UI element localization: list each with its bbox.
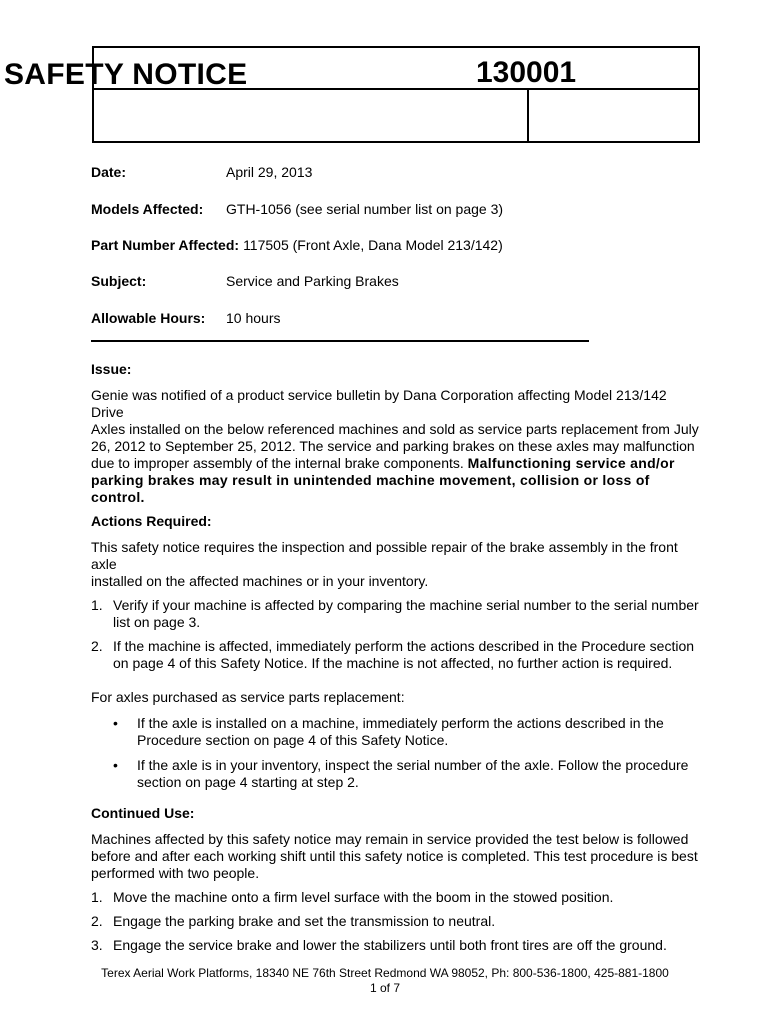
actions-intro-line: This safety notice requires the inspection and possible repair of the brake assembly in the front axle (91, 539, 678, 572)
issue-line-text: due to improper assembly of the internal brake components. (91, 455, 464, 471)
warning-text: Malfunctioning service and/or (467, 455, 675, 471)
part-value: 117505 (Front Axle, Dana Model 213/142) (243, 237, 503, 253)
hours-value: 10 hours (226, 310, 281, 326)
list-item (91, 757, 703, 791)
bullet-mark: • (113, 757, 118, 773)
step-line: on page 4 of this Safety Notice. If the machine is not affected, no further action is required. (113, 655, 673, 671)
step-number: 3. (91, 937, 103, 953)
page-footer (0, 966, 770, 996)
bullet-line: If the axle is installed on a machine, immediately perform the actions described in the (137, 715, 664, 731)
step-line: Move the machine onto a firm level surface with the boom in the stowed position. (113, 889, 614, 905)
issue-line: Genie was notified of a product service bulletin by Dana Corporation affecting Model 213/142 Drive (91, 387, 667, 420)
step-line: Engage the service brake and lower the stabilizers until both front tires are off the ground. (113, 937, 667, 953)
notice-number: 130001 (476, 56, 577, 89)
bullet-line: If the axle is in your inventory, inspect the serial number of the axle. Follow the procedure (137, 757, 689, 773)
continued-steps (91, 889, 703, 954)
continued-heading: Continued Use: (91, 805, 195, 821)
issue-heading: Issue: (91, 361, 132, 377)
warning-line: control. (91, 489, 145, 505)
subject-label: Subject: (91, 273, 147, 289)
meta-part (91, 236, 503, 254)
meta-subject (91, 272, 399, 290)
continued-section (91, 805, 703, 961)
date-value: April 29, 2013 (226, 164, 313, 180)
bullet-mark: • (113, 715, 118, 731)
models-value: GTH-1056 (see serial number list on page 3) (226, 201, 504, 217)
list-item (91, 913, 703, 930)
meta-models (91, 200, 503, 218)
actions-section (91, 513, 703, 799)
actions-intro-line: installed on the affected machines or in your inventory. (91, 573, 429, 589)
divider-rule (91, 340, 589, 342)
continued-intro-line: performed with two people. (91, 865, 260, 881)
step-line: list on page 3. (113, 614, 201, 630)
step-line: If the machine is affected, immediately perform the actions described in the Procedure section (113, 638, 695, 654)
subject-value: Service and Parking Brakes (226, 273, 399, 289)
header-divider (527, 88, 529, 141)
issue-line (91, 455, 703, 472)
step-line: Engage the parking brake and set the transmission to neutral. (113, 913, 496, 929)
step-number: 2. (91, 638, 103, 654)
page-number: 1 of 7 (369, 981, 401, 995)
page-title: SAFETY NOTICE (4, 58, 248, 91)
continued-intro-line: before and after each working shift until this safety notice is completed. This test procedure is best (91, 848, 698, 864)
list-item (91, 889, 703, 906)
bullet-line: Procedure section on page 4 of this Safety Notice. (137, 732, 449, 748)
footer-address: Terex Aerial Work Platforms, 18340 NE 76th Street Redmond WA 98052, Ph: 800-536-1800, 425-881-1800 (101, 966, 669, 980)
spare-bullets (91, 715, 703, 791)
issue-section (91, 361, 703, 506)
bullet-line: section on page 4 starting at step 2. (137, 774, 359, 790)
step-number: 1. (91, 889, 103, 905)
issue-line: Axles installed on the below referenced machines and sold as service parts replacement from July (91, 421, 699, 437)
list-item (91, 597, 703, 631)
part-label: Part Number Affected: (91, 237, 240, 253)
hours-label: Allowable Hours: (91, 310, 206, 326)
actions-steps (91, 597, 703, 672)
step-line: Verify if your machine is affected by comparing the machine serial number to the serial number (113, 597, 699, 613)
step-number: 2. (91, 913, 103, 929)
actions-heading: Actions Required: (91, 513, 212, 529)
list-item (91, 715, 703, 749)
issue-line: 26, 2012 to September 25, 2012. The service and parking brakes on these axles may malfunction (91, 438, 695, 454)
spare-intro: For axles purchased as service parts replacement: (91, 689, 405, 705)
meta-date (91, 163, 312, 181)
step-number: 1. (91, 597, 103, 613)
date-label: Date: (91, 164, 127, 180)
meta-hours (91, 309, 280, 327)
list-item (91, 638, 703, 672)
continued-intro-line: Machines affected by this safety notice may remain in service provided the test below is followed (91, 831, 689, 847)
models-label: Models Affected: (91, 201, 204, 217)
list-item (91, 937, 703, 954)
warning-line: parking brakes may result in unintended machine movement, collision or loss of (91, 472, 650, 488)
